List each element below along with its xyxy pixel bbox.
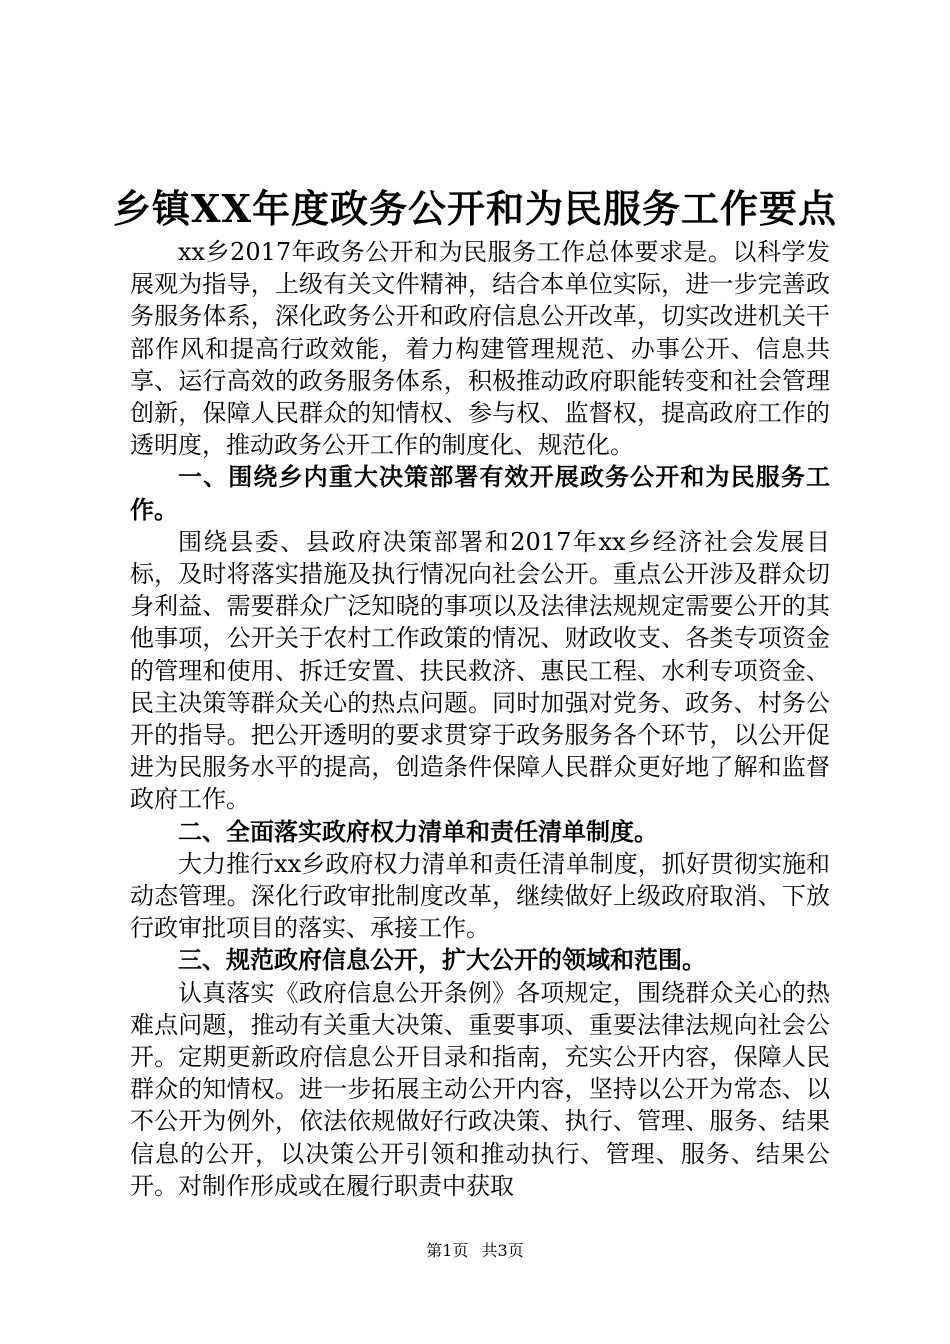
section-heading-1: 一、围绕乡内重大决策部署有效开展政务公开和为民服务工作。: [130, 463, 830, 524]
paragraph-section-3: 认真落实《政府信息公开条例》各项规定，围绕群众关心的热难点问题，推动有关重大决策、重要事项、重要法律法规向社会公开。定期更新政府信息公开目录和指南，充实公开内容，保障人民群众的知情权。进一步拓展主动公开内容，坚持以公开为常态、以不公开为例外，依法依规做好行政决策、执行、管理、服务、结果信息的公开，以决策公开引领和推动执行、管理、服务、结果公开。对制作形成或在履行职责中获取: [130, 978, 830, 1200]
document-body: [130, 236, 830, 1202]
document-title: 乡镇XX年度政务公开和为民服务工作要点: [113, 186, 837, 231]
page-total: 共3页: [481, 1241, 524, 1260]
section-heading-2: 二、全面落实政府权力清单和责任清单制度。: [178, 817, 658, 846]
page-number: 第1页: [426, 1241, 469, 1260]
paragraph-section-1: 围绕县委、县政府决策部署和2017年xx乡经济社会发展目标，及时将落实措施及执行情况向社会公开。重点公开涉及群众切身利益、需要群众广泛知晓的事项以及法律法规规定需要公开的其他事项，公开关于农村工作政策的情况、财政收支、各类专项资金的管理和使用、拆迁安置、扶民救济、惠民工程、水利专项资金、民主决策等群众关心的热点问题。同时加强对党务、政务、村务公开的指导。把公开透明的要求贯穿于政务服务各个环节，以公开促进为民服务水平的提高，创造条件保障人民群众更好地了解和监督政府工作。: [130, 527, 830, 814]
paragraph-intro: xx乡2017年政务公开和为民服务工作总体要求是。以科学发展观为指导，上级有关文件精神，结合本单位实际，进一步完善政务服务体系，深化政务公开和政府信息公开改革，切实改进机关干部作风和提高行政效能，着力构建管理规范、办事公开、信息共享、运行高效的政务服务体系，积极推动政府职能转变和社会管理创新，保障人民群众的知情权、参与权、监督权，提高政府工作的透明度，推动政务公开工作的制度化、规范化。: [130, 238, 830, 460]
paragraph-section-2: 大力推行xx乡政府权力清单和责任清单制度，抓好贯彻实施和动态管理。深化行政审批制度改革，继续做好上级政府取消、下放行政审批项目的落实、承接工作。: [130, 849, 830, 943]
page-footer: [0, 1240, 950, 1262]
section-heading-3: 三、规范政府信息公开，扩大公开的领域和范围。: [178, 946, 706, 975]
